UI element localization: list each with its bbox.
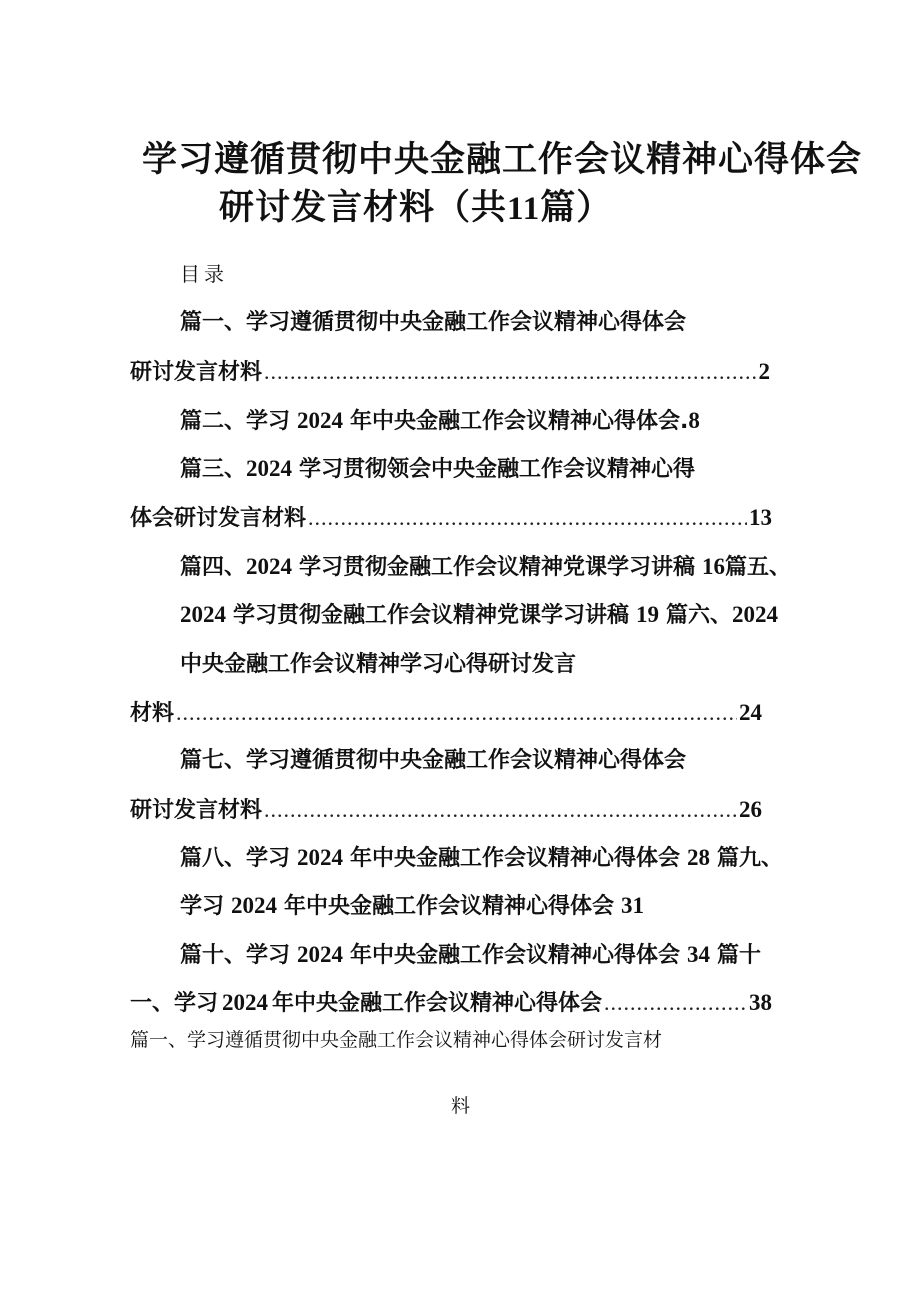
toc-entry-11-year: 2024 bbox=[222, 990, 269, 1015]
toc-entry-8-page: 28 bbox=[687, 845, 711, 870]
toc-entry-4[interactable] bbox=[180, 552, 791, 583]
toc-entry-7-line-1[interactable]: 篇七、学习遵循贯彻中央金融工作会议精神心得体会 bbox=[180, 748, 687, 773]
title-prefix: 研讨发言材料（共 bbox=[219, 188, 508, 228]
toc-entry-5-text-a: 篇五、 bbox=[725, 555, 792, 580]
toc-entry-2-page: 8 bbox=[688, 408, 700, 433]
toc-entry-3-line-2[interactable] bbox=[130, 503, 772, 534]
toc-entry-7-line-2[interactable] bbox=[130, 795, 762, 826]
toc-entry-2-year: 2024 bbox=[297, 408, 344, 433]
toc-entry-5-page: 19 bbox=[636, 602, 660, 627]
toc-entry-10-text-a: 篇十、学习 bbox=[180, 943, 291, 968]
toc-entry-10-page: 34 bbox=[687, 942, 711, 967]
toc-entry-9-text-a: 学习 bbox=[180, 894, 225, 919]
toc-entry-3-text-b: 学习贯彻领会中央金融工作会议精神心得 bbox=[299, 457, 696, 482]
toc-entry-1-page: 2 bbox=[758, 359, 770, 384]
toc-entry-3-page: 13 bbox=[749, 505, 772, 530]
toc-entry-6-line-2[interactable]: 中央金融工作会议精神学习心得研讨发言 bbox=[180, 652, 577, 677]
toc-entry-11-text-a: 一、学习 bbox=[130, 991, 219, 1016]
toc-entry-2[interactable] bbox=[180, 406, 700, 437]
toc-entry-9-text-b: 年中央金融工作会议精神心得体会 bbox=[284, 894, 615, 919]
toc-entry-4-page: 16 bbox=[702, 554, 726, 579]
toc-entry-8-text-a: 篇八、学习 bbox=[180, 846, 291, 871]
toc-entry-8-text-b: 年中央金融工作会议精神心得体会 bbox=[350, 846, 681, 871]
toc-entry-4-text-a: 篇四、 bbox=[180, 555, 247, 580]
toc-entry-6-text-a: 篇六、 bbox=[666, 603, 733, 628]
body-heading-line-2: 料 bbox=[451, 1095, 471, 1117]
toc-entry-11-head: 篇十 bbox=[717, 943, 762, 968]
dot-leader bbox=[264, 357, 756, 387]
title-suffix: 篇） bbox=[540, 188, 613, 228]
toc-entry-10[interactable] bbox=[180, 940, 761, 971]
toc-entry-3-line-1[interactable] bbox=[180, 454, 695, 485]
toc-entry-9-page: 31 bbox=[621, 893, 645, 918]
toc-entry-6-text-c: 材料 bbox=[130, 701, 175, 726]
toc-entry-2-text-a: 篇二、学习 bbox=[180, 409, 291, 434]
toc-entry-5-text-b: 学习贯彻金融工作会议精神党课学习讲稿 bbox=[233, 603, 630, 628]
title-count: 11 bbox=[507, 191, 541, 227]
toc-entry-10-text-b: 年中央金融工作会议精神心得体会 bbox=[350, 943, 681, 968]
toc-entry-1-line-2[interactable] bbox=[130, 357, 770, 388]
toc-entry-3-text-c: 体会研讨发言材料 bbox=[130, 506, 307, 531]
toc-entry-1-line-1[interactable]: 篇一、学习遵循贯彻中央金融工作会议精神心得体会 bbox=[180, 310, 687, 335]
toc-entry-7-text: 研讨发言材料 bbox=[130, 798, 263, 823]
toc-entry-4-text-b: 学习贯彻金融工作会议精神党课学习讲稿 bbox=[299, 555, 696, 580]
toc-entry-5-year: 2024 bbox=[180, 602, 226, 627]
toc-entry-11[interactable] bbox=[130, 988, 772, 1019]
toc-entry-1-text: 研讨发言材料 bbox=[130, 360, 263, 385]
toc-entry-11-text-b: 年中央金融工作会议精神心得体会 bbox=[272, 991, 603, 1016]
dot-leader bbox=[264, 795, 737, 825]
toc-entry-5[interactable] bbox=[180, 600, 778, 631]
toc-entry-7-page: 26 bbox=[739, 797, 762, 822]
toc-entry-2-text-b: 年中央金融工作会议精神心得体会. bbox=[350, 409, 689, 434]
toc-entry-6-year: 2024 bbox=[732, 602, 779, 627]
dot-leader bbox=[308, 503, 747, 533]
toc-entry-9-head: 篇九、 bbox=[717, 846, 784, 871]
toc-entry-9[interactable] bbox=[180, 891, 644, 922]
toc-entry-6-page: 24 bbox=[739, 700, 762, 725]
toc-entry-8[interactable] bbox=[180, 843, 783, 874]
dot-leader bbox=[176, 698, 737, 728]
toc-entry-8-year: 2024 bbox=[297, 845, 344, 870]
toc-entry-6-line-3[interactable] bbox=[130, 698, 762, 729]
toc-entry-4-year: 2024 bbox=[246, 554, 293, 579]
dot-leader bbox=[604, 988, 747, 1018]
toc-label: 目录 bbox=[180, 262, 228, 286]
toc-entry-11-page: 38 bbox=[749, 990, 772, 1015]
toc-entry-3-year: 2024 bbox=[246, 456, 293, 481]
toc-entry-3-text-a: 篇三、 bbox=[180, 457, 247, 482]
document-title-line-1: 学习遵循贯彻中央金融工作会议精神心得体会 bbox=[142, 140, 863, 180]
body-heading-line-1: 篇一、学习遵循贯彻中央金融工作会议精神心得体会研讨发言材 bbox=[130, 1029, 663, 1051]
toc-entry-9-year: 2024 bbox=[231, 893, 278, 918]
toc-entry-10-year: 2024 bbox=[297, 942, 344, 967]
document-title-line-2 bbox=[219, 188, 612, 229]
